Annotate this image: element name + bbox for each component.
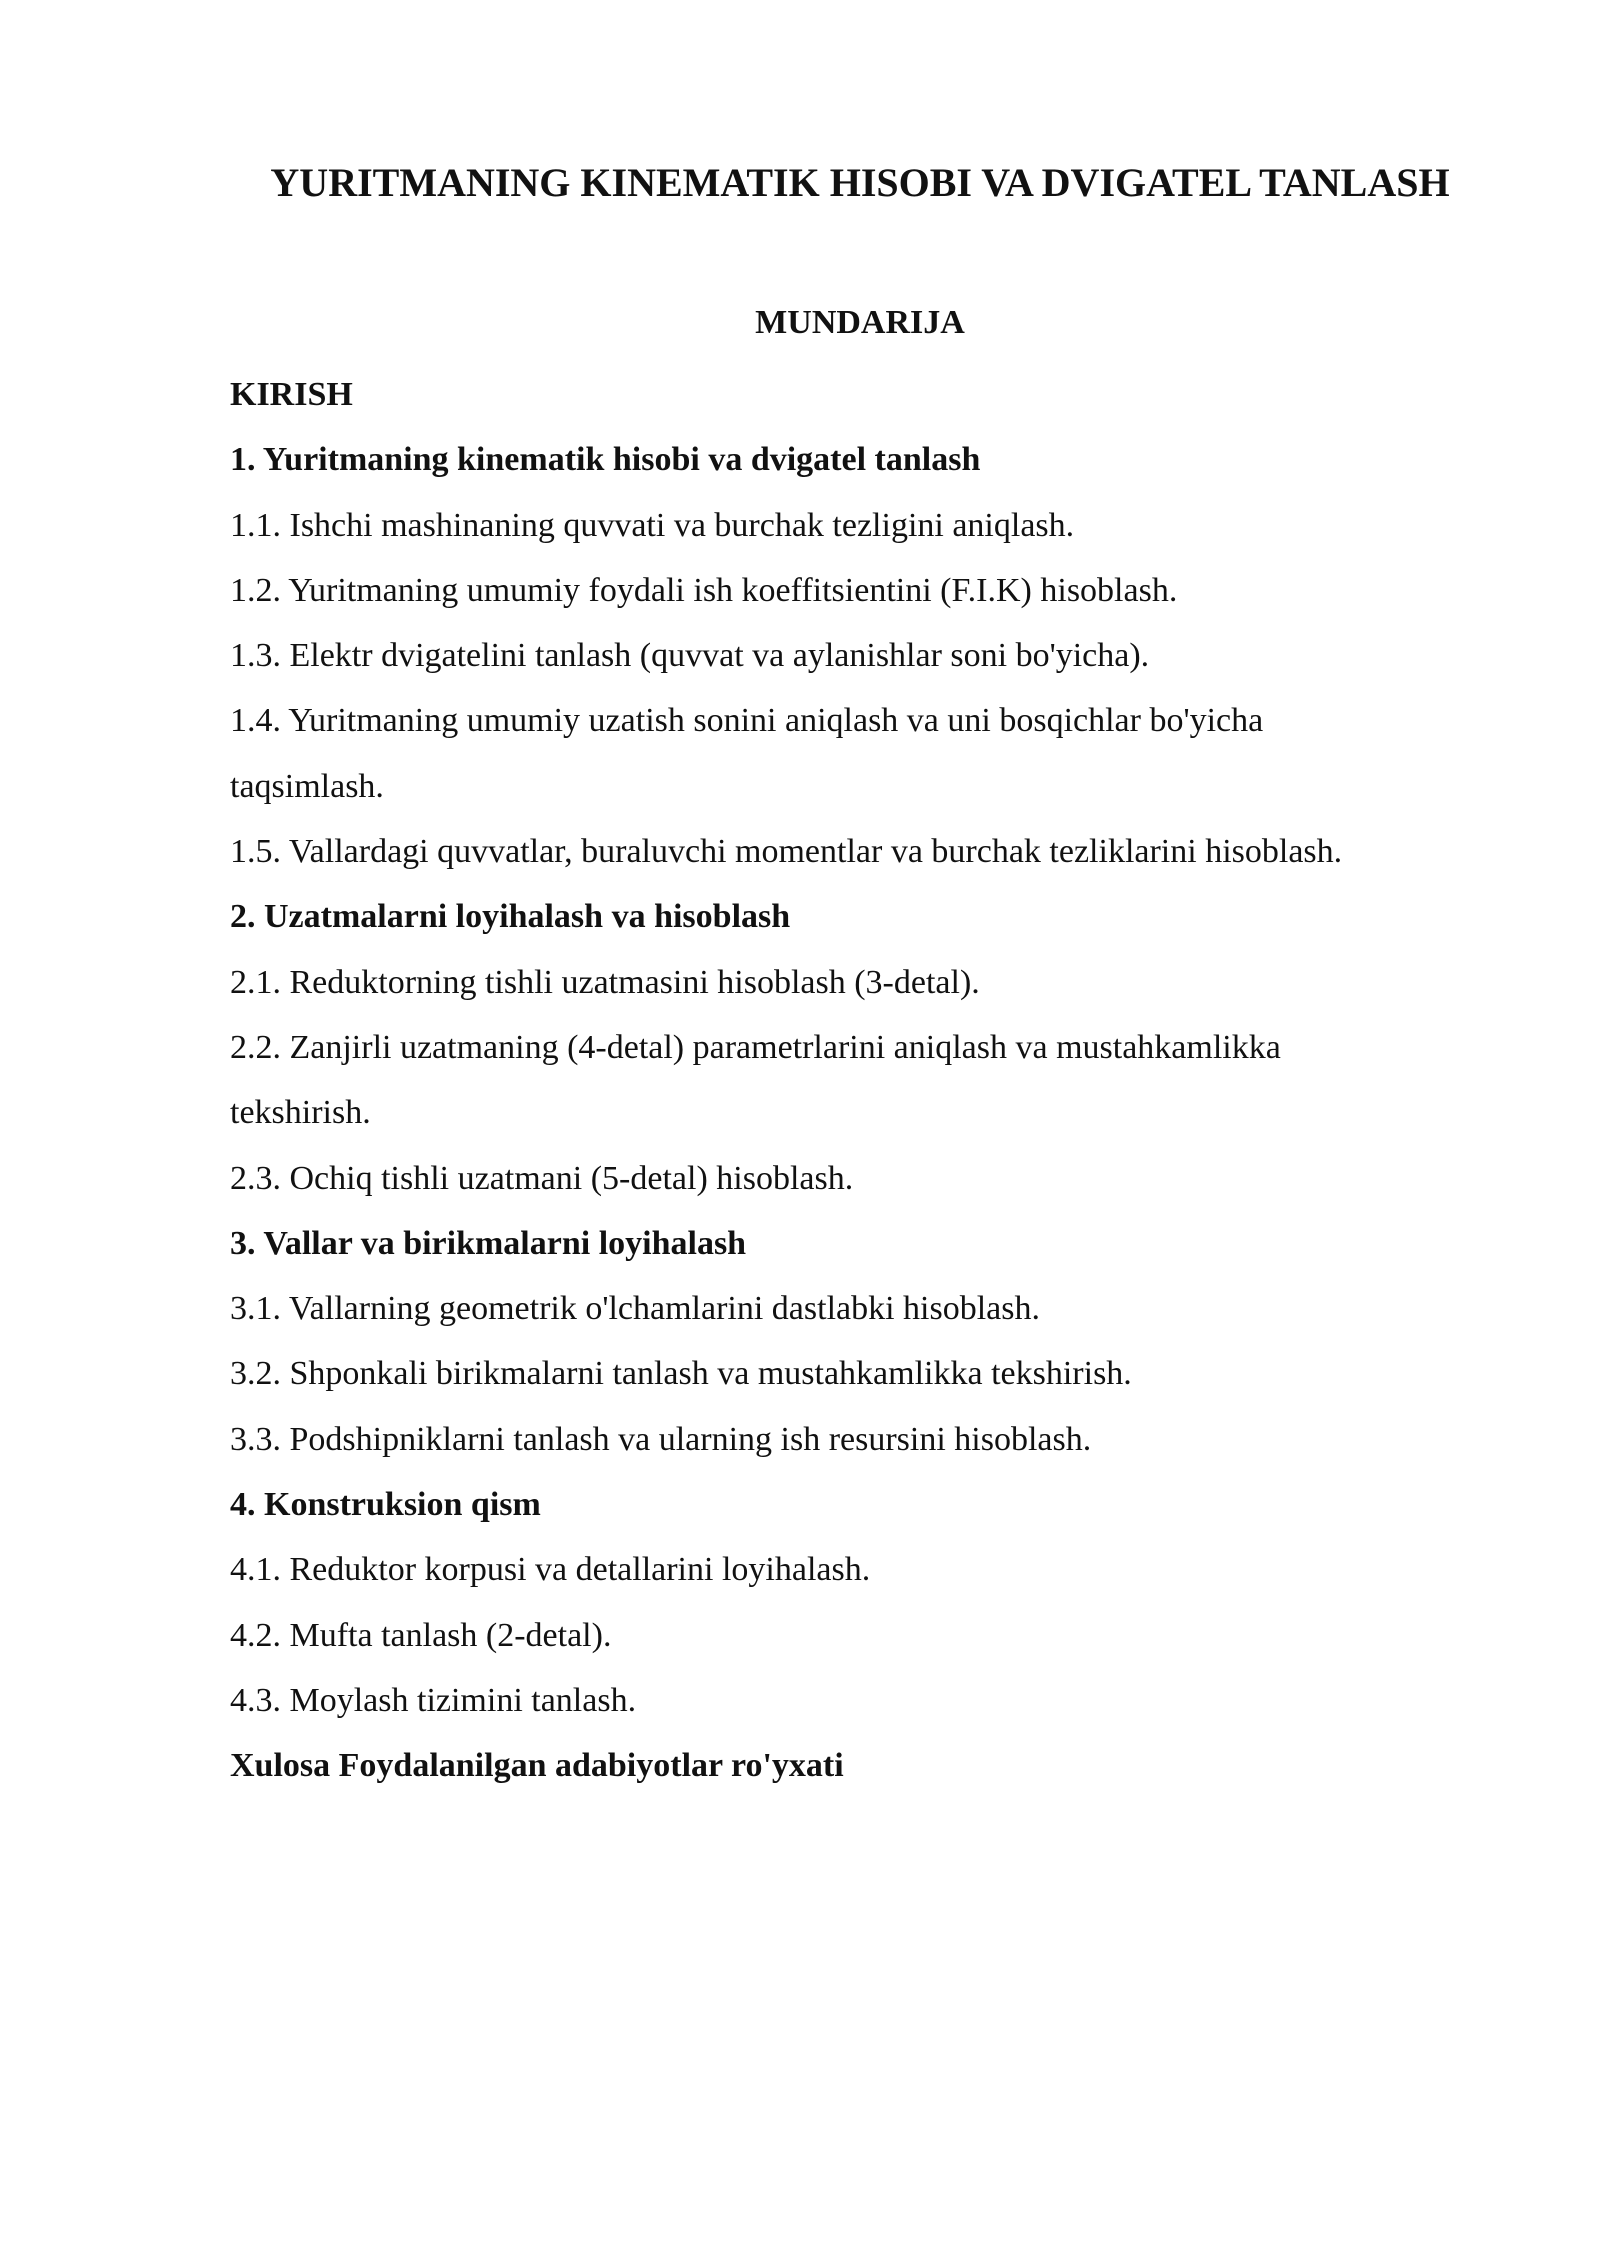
table-of-contents — [230, 362, 1530, 1799]
toc-entry: 2. Uzatmalarni loyihalash va hisoblash — [230, 898, 791, 936]
toc-entry: 1.2. Yuritmaning umumiy foydali ish koeffitsientini (F.I.K) hisoblash. — [230, 571, 1178, 609]
toc-entry: 3.1. Vallarning geometrik o'lchamlarini dastlabki hisoblash. — [230, 1290, 1041, 1328]
toc-entry: 1.5. Vallardagi quvvatlar, buraluvchi momentlar va burchak tezliklarini hisoblash. — [230, 833, 1343, 871]
toc-entry: 1.1. Ishchi mashinaning quvvati va burchak tezligini aniqlash. — [230, 506, 1075, 544]
toc-entry: 2.1. Reduktorning tishli uzatmasini hisoblash (3-detal). — [230, 963, 980, 1001]
toc-entry: 2.3. Ochiq tishli uzatmani (5-detal) hisoblash. — [230, 1159, 854, 1197]
toc-entry: 4.3. Moylash tizimini tanlash. — [230, 1681, 637, 1719]
toc-entry: 4.2. Mufta tanlash (2-detal). — [230, 1616, 612, 1654]
toc-entry: Xulosa Foydalanilgan adabiyotlar ro'yxati — [230, 1747, 844, 1785]
toc-entry: 2.2. Zanjirli uzatmaning (4-detal) parametrlarini aniqlash va mustahkamlikka tekshirish. — [230, 1028, 1281, 1132]
toc-entry: 1. Yuritmaning kinematik hisobi va dvigatel tanlash — [230, 441, 981, 479]
toc-entry: 4. Konstruksion qism — [230, 1486, 541, 1524]
toc-entry: 1.3. Elektr dvigatelini tanlash (quvvat va aylanishlar soni bo'yicha). — [230, 637, 1150, 675]
toc-entry: 3.3. Podshipniklarni tanlash va ularning ish resursini hisoblash. — [230, 1420, 1092, 1458]
toc-entry: KIRISH — [230, 376, 353, 413]
toc-entry: 3.2. Shponkali birikmalarni tanlash va mustahkamlikka tekshirish. — [230, 1355, 1132, 1393]
toc-entry: 3. Vallar va birikmalarni loyihalash — [230, 1224, 747, 1262]
toc-entry: 1.4. Yuritmaning umumiy uzatish sonini aniqlash va uni bosqichlar bo'yicha taqsimlash. — [230, 702, 1264, 805]
toc-entry: 4.1. Reduktor korpusi va detallarini loyihalash. — [230, 1551, 871, 1589]
contents-heading: MUNDARIJA — [755, 304, 965, 341]
document-title: YURITMANING KINEMATIK HISOBI VA DVIGATEL TANLASH — [270, 160, 1450, 205]
